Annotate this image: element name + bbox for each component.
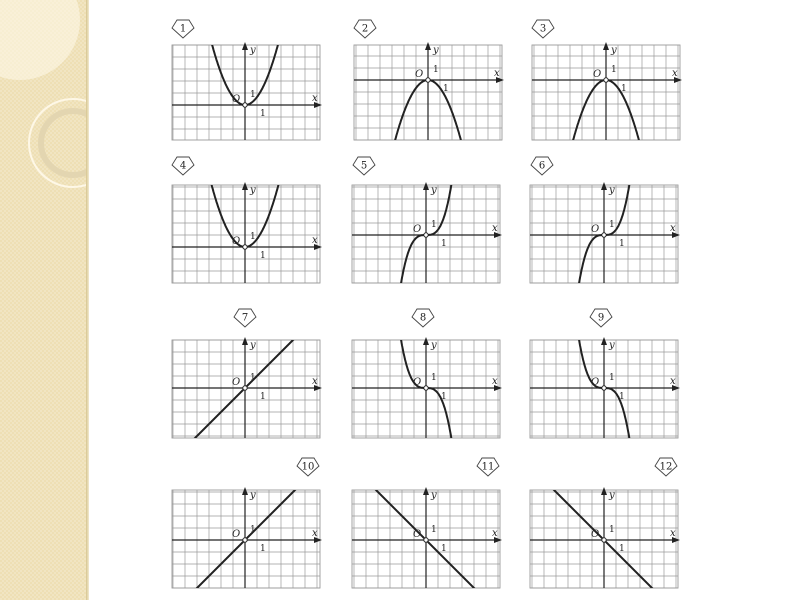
y-axis-label-2: y	[433, 45, 439, 56]
origin-point-5	[424, 233, 428, 237]
origin-label-9: O	[591, 377, 600, 388]
y-axis-arrow-12	[601, 487, 607, 495]
origin-label-2: O	[415, 69, 424, 80]
badge-number-7: 7	[241, 312, 249, 324]
y-axis-label-1: y	[250, 45, 256, 56]
x-axis-label-7: x	[312, 376, 318, 387]
number-badge-11	[477, 458, 499, 476]
y-axis-arrow-7	[242, 337, 248, 345]
origin-point-3	[604, 78, 608, 82]
y-axis-label-5: y	[431, 185, 437, 196]
unit-label-y-4: 1	[250, 232, 256, 242]
unit-label-x-7: 1	[260, 392, 266, 402]
origin-point-11	[424, 538, 428, 542]
unit-label-x-9: 1	[619, 392, 625, 402]
number-badge-12	[655, 458, 677, 476]
origin-point-9	[602, 386, 606, 390]
number-badge-9	[590, 309, 612, 327]
x-axis-label-10: x	[312, 528, 318, 539]
y-axis-arrow-4	[242, 182, 248, 190]
origin-point-2	[426, 78, 430, 82]
y-axis-label-10: y	[250, 490, 256, 501]
unit-label-y-7: 1	[250, 373, 256, 383]
badge-number-11: 11	[481, 461, 495, 473]
number-badge-10	[297, 458, 319, 476]
number-badge-5	[353, 157, 375, 175]
unit-label-y-12: 1	[609, 525, 615, 535]
origin-label-1: O	[232, 94, 241, 105]
origin-label-6: O	[591, 224, 600, 235]
y-axis-arrow-9	[601, 337, 607, 345]
y-axis-arrow-6	[601, 182, 607, 190]
y-axis-arrow-8	[423, 337, 429, 345]
origin-point-12	[602, 538, 606, 542]
unit-label-x-10: 1	[260, 544, 266, 554]
unit-label-x-11: 1	[441, 544, 447, 554]
number-badge-2	[354, 20, 376, 38]
origin-label-12: O	[591, 529, 600, 540]
graph-panel-7	[155, 298, 335, 478]
graph-panel-1	[155, 0, 335, 140]
graph-panel-11	[336, 450, 516, 600]
badge-number-1: 1	[179, 23, 187, 35]
origin-label-4: O	[232, 236, 241, 247]
unit-label-y-8: 1	[431, 373, 437, 383]
unit-label-x-12: 1	[619, 544, 625, 554]
origin-label-7: O	[232, 377, 241, 388]
badge-number-9: 9	[597, 312, 605, 324]
number-badge-3	[532, 20, 554, 38]
y-axis-arrow-2	[425, 42, 431, 50]
unit-label-x-6: 1	[619, 239, 625, 249]
badge-number-5: 5	[360, 160, 368, 172]
unit-label-y-6: 1	[609, 220, 615, 230]
unit-label-y-10: 1	[250, 525, 256, 535]
badge-number-3: 3	[539, 23, 547, 35]
x-axis-label-1: x	[312, 93, 318, 104]
origin-point-1	[243, 103, 247, 107]
y-axis-label-4: y	[250, 185, 256, 196]
x-axis-label-5: x	[492, 223, 498, 234]
grid-1	[172, 45, 320, 140]
origin-label-8: O	[413, 377, 422, 388]
grid-frame-1	[172, 45, 320, 140]
unit-label-x-8: 1	[441, 392, 447, 402]
origin-point-4	[243, 245, 247, 249]
y-axis-label-8: y	[431, 340, 437, 351]
badge-number-2: 2	[361, 23, 369, 35]
unit-label-x-1: 1	[260, 109, 266, 119]
badge-number-6: 6	[538, 160, 546, 172]
unit-label-y-5: 1	[431, 220, 437, 230]
x-axis-label-6: x	[670, 223, 676, 234]
y-axis-arrow-5	[423, 182, 429, 190]
number-badge-4	[172, 157, 194, 175]
number-badge-1	[172, 20, 194, 38]
x-axis-label-8: x	[492, 376, 498, 387]
number-badge-6	[531, 157, 553, 175]
x-axis-label-2: x	[494, 68, 500, 79]
badge-number-8: 8	[419, 312, 427, 324]
graph-panel-10	[155, 450, 335, 600]
origin-label-3: O	[593, 69, 602, 80]
badge-number-4: 4	[179, 160, 187, 172]
graph-panel-12	[514, 450, 694, 600]
x-axis-label-9: x	[670, 376, 676, 387]
unit-label-x-4: 1	[260, 251, 266, 261]
grid-frame-4	[172, 185, 320, 283]
unit-label-y-9: 1	[609, 373, 615, 383]
unit-label-y-2: 1	[433, 65, 439, 75]
y-axis-arrow-1	[242, 42, 248, 50]
origin-point-6	[602, 233, 606, 237]
origin-label-5: O	[413, 224, 422, 235]
origin-point-7	[243, 386, 247, 390]
unit-label-y-1: 1	[250, 90, 256, 100]
y-axis-label-6: y	[609, 185, 615, 196]
badge-number-10: 10	[301, 461, 315, 473]
origin-point-10	[243, 538, 247, 542]
y-axis-label-7: y	[250, 340, 256, 351]
x-axis-label-3: x	[672, 68, 678, 79]
y-axis-arrow-10	[242, 487, 248, 495]
x-axis-label-11: x	[492, 528, 498, 539]
badge-number-12: 12	[659, 461, 673, 473]
origin-label-11: O	[413, 529, 422, 540]
origin-point-8	[424, 386, 428, 390]
y-axis-arrow-11	[423, 487, 429, 495]
origin-label-10: O	[232, 529, 241, 540]
x-axis-label-4: x	[312, 235, 318, 246]
number-badge-8	[412, 309, 434, 327]
graph-panel-3	[516, 20, 696, 530]
unit-label-x-5: 1	[441, 239, 447, 249]
y-axis-label-11: y	[431, 490, 437, 501]
number-badge-7	[234, 309, 256, 327]
unit-label-y-11: 1	[431, 525, 437, 535]
unit-label-x-3: 1	[621, 84, 627, 94]
graph-panel-2	[338, 20, 518, 530]
y-axis-label-12: y	[609, 490, 615, 501]
y-axis-label-3: y	[611, 45, 617, 56]
x-axis-label-12: x	[670, 528, 676, 539]
y-axis-label-9: y	[609, 340, 615, 351]
grid-4	[172, 185, 320, 283]
unit-label-y-3: 1	[611, 65, 617, 75]
unit-label-x-2: 1	[443, 84, 449, 94]
y-axis-arrow-3	[603, 42, 609, 50]
